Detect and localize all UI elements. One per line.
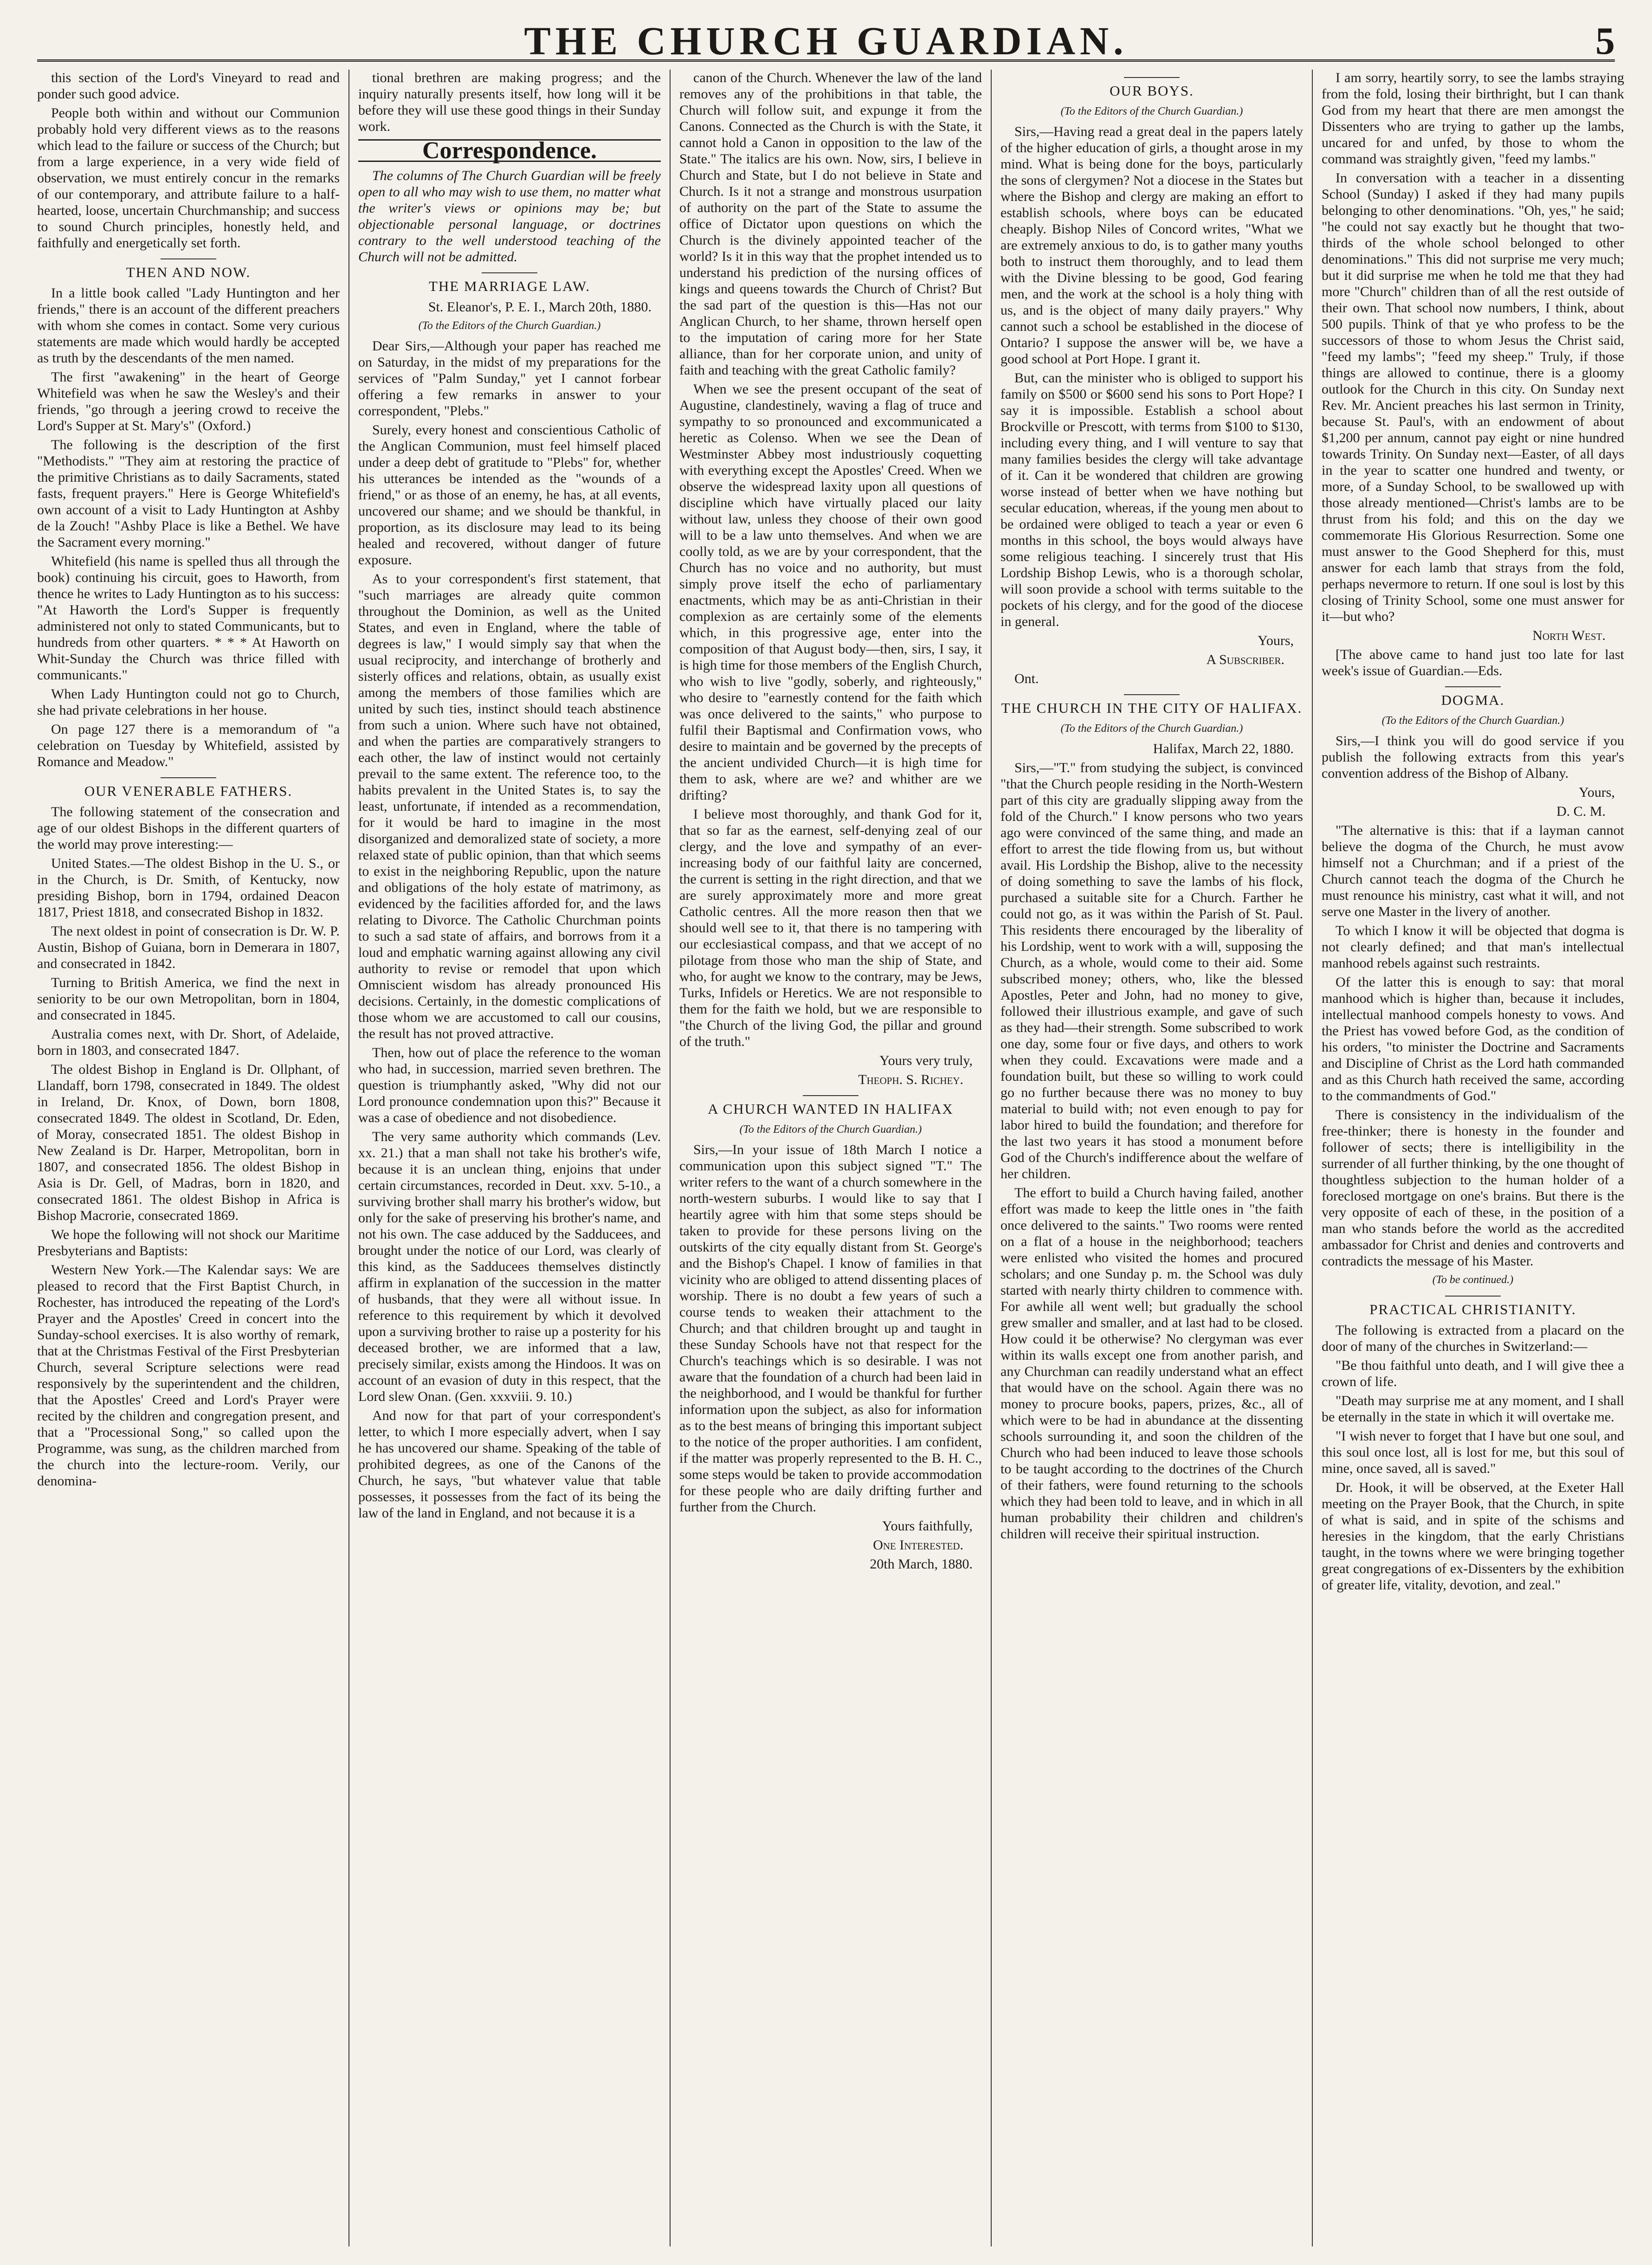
paragraph: Sirs,—"T." from studying the subject, is convinced "that the Church people residing in the North-Western part of this city are gradually slipping away from the fold of the Church." I know persons who two years ago were convinced of the same thing, and made an effort to arrest the tide flowing from us, but without avail. His Lordship the Bishop, alive to the necessity of doing something to save the lambs of his flock, purchased a suitable site for a Church. Farther he could not go, as it was within the Parish of St. Paul. This residents there encouraged by the liberality of his Lordship, went to work with a will, supposing the Church, as a whole, would come to their aid. Some subscribed money; others, who, like the blessed Apostles, Peter and John, had no money to give, followed their illustrious example, and gave of such as they had—their strength. Some subscribed to work one day, some four or five days, and others to work when they could. Excavations were made and a foundation built, but these so willing to work could go no further because there was no money to buy material to build with; not even enough to pay for labor hired to build the foundation; and therefore for the last two years it has stood a monument before God of the Church's indifference about the welfare of her children. (1000, 760, 1303, 1181)
signature: One Interested. (873, 1537, 963, 1553)
article-heading-dogma: DOGMA. (1322, 686, 1624, 708)
column-3 (679, 70, 982, 2246)
letter-date: 20th March, 1880. (870, 1556, 973, 1572)
article-heading-marriage-law: THE MARRIAGE LAW. (358, 272, 661, 294)
paragraph: And now for that part of your correspondent's letter, to which I more especially advert, when I say he has uncovered our shame. Speaking of the table of prohibited degrees, as one of the Canons of the Church, he says, "but whatever value that table possesses, it possesses from the fact of its being the law of the land in England, and not because it is a (358, 1408, 661, 1521)
paragraph: "Be thou faithful unto death, and I will give thee a crown of life. (1322, 1358, 1624, 1389)
paragraph: Of the latter this is enough to say: that moral manhood which is higher than, because it includes, intellectual manhood compels honesty to vows. And the Priest has vowed before God, as the condition of his orders, "to minister the Doctrine and Sacraments and Discipline of Christ as the Lord hath commanded and as this Church hath received the same, according to the commandments of God." (1322, 974, 1624, 1103)
section-heading-correspondence: Correspondence. (358, 139, 661, 162)
place-line: Ont. (1014, 671, 1039, 686)
paragraph: In a little book called "Lady Huntington and her friends," there is an account of the different preachers with whom she comes in contact. Some very curious statements are made which would hardly be accepted as truth by the descendants of the men named. (37, 285, 340, 366)
signature: A Subscriber. (1206, 652, 1284, 667)
column-rule (670, 70, 671, 2246)
article-heading-then-and-now: THEN AND NOW. (37, 258, 340, 280)
paragraph: I am sorry, heartily sorry, to see the lambs straying from the fold, losing their birthright, but I can thank God from my heart that there are men amongst the Dissenters who are trying to gather up the lambs, uncared for and unfed, by those to whom the command was straightly given, "feed my lambs." (1322, 70, 1624, 167)
paragraph: Whitefield (his name is spelled thus all through the book) continuing his circuit, goes to Haworth, from thence he writes to Lady Huntington as to his success: "At Haworth the Lord's Supper is frequently administered not only to stated Communicants, but to hundreds from other quarters. * * * At Haworth on Whit-Sunday the Church was thrice filled with communicants." (37, 554, 340, 683)
paragraph: On page 127 there is a memorandum of "a celebration on Tuesday by Whitefield, assisted by Romance and Meadow." (37, 722, 340, 769)
addressee-line: (To the Editors of the Church Guardian.) (418, 320, 601, 332)
article-heading-church-in-halifax: THE CHURCH IN THE CITY OF HALIFAX. (1000, 694, 1303, 716)
paragraph: Surely, every honest and conscientious Catholic of the Anglican Communion, must feel himself placed under a deep debt of gratitude to "Plebs" for, whether his utterances be intended as the "wounds of a friend," or as those of an enemy, he has, at all events, uncovered our shame; and we should be thankful, in proportion, as its disclosure may lead to its being healed and recovered, without danger of future exposure. (358, 422, 661, 568)
paragraph: I believe most thoroughly, and thank God for it, that so far as the earnest, self-denying zeal of our clergy, and the love and sympathy of an ever-increasing body of our faithful laity are concerned, the current is setting in the right direction, and that we are surely approximately more and more great Catholic centres. All the more reason then that we should well see to it, that there is no tampering with our ecclesiastical compass, and that we accept of no pilotage from those who man the ship of State, and who, for aught we know to the contrary, may be Jews, Turks, Infidels or Heretics. We are not responsible to them for the faith we hold, but we are responsible to "the Church of the living God, the pillar and ground of the truth." (679, 807, 982, 1049)
paragraph: "Death may surprise me at any moment, and I shall be eternally in the state in which it will overtake me. (1322, 1393, 1624, 1425)
paragraph: But, can the minister who is obliged to support his family on $500 or $600 send his sons to Port Hope? I say it is impossible. Establish a school about Brockville or Prescott, with terms from $100 to $130, including every thing, and I will venture to say that many families besides the clergy will take advantage of it. Can it be wondered that children are growing worse instead of better when we have nothing but secular education, whereas, if the young men about to be ordained were obliged to teach a year or even 6 months in this school, the boys would always have some religious teaching. I sincerely trust that His Lordship Bishop Lewis, who is a thorough scholar, will soon provide a school with terms suitable to the pockets of his clergy, and for the good of the diocese in general. (1000, 370, 1303, 629)
paragraph: Then, how out of place the reference to the woman who had, in succession, married seven brethren. The question is triumphantly asked, "Why did not our Lord pronounce condemnation upon this?" Because it was a case of obedience and not disobedience. (358, 1045, 661, 1125)
paragraph: To which I know it will be objected that dogma is not clearly defined; and that man's intellectual manhood rebels against such restraints. (1322, 923, 1624, 971)
article-heading-practical-christianity: PRACTICAL CHRISTIANITY. (1322, 1296, 1624, 1317)
column-rule (1312, 70, 1313, 2246)
paragraph: Australia comes next, with Dr. Short, of Adelaide, born in 1803, and consecrated 1847. (37, 1026, 340, 1058)
continued-note: (To be continued.) (1432, 1274, 1514, 1286)
paragraph: When we see the present occupant of the seat of Augustine, clandestinely, waving a flag of truce and sympathy to so pronounced and excommunicated a heretic as Colenso. When we see the Dean of Westminster Abbey most industriously coquetting with everything except the Apostles' Creed. When we observe the widespread laxity upon all questions of discipline which have virtually placed our laity without law, unless they choose of their own good will to be a law unto themselves. And when we are coolly told, as we are by your correspondent, that the Church has no voice and no authority, but must simply prove itself the echo of parliamentary enactments, which may be as anti-Christian in their complexion as are certainly some of the elements which, in this progressive age, enter into the composition of that August body—then, sirs, I say, it is high time for those members of the English Church, who wish to live "godly, soberly, and righteously," who desire to "earnestly contend for the faith which was once delivered to the saints," who purpose to fulfil their Baptismal and Confirmation vows, who desire to maintain and be governed by the precepts of the ancient undivided Church—it is high time for them to ask, where are we? and whither are we drifting? (679, 381, 982, 803)
addressee-line: (To the Editors of the Church Guardian.) (739, 1123, 922, 1136)
paragraph: The following statement of the consecration and age of our oldest Bishops in the different quarters of the world may prove interesting:— (37, 804, 340, 852)
paragraph: canon of the Church. Whenever the law of the land removes any of the prohibitions in that table, the Church will follow suit, and expunge it from the Canons. Connected as the Church is with the State, it cannot hold a Canon in opposition to the law of the State." The italics are his own. Now, sirs, I believe in Church and State, but I do not believe in State and Church. Is it not a strange and monstrous usurpation of authority on the part of the State to assume the office of Dictator upon questions on which the Church is the divinely appointed teacher of the world? Is it in this way that the prophet intended us to understand his prediction of the nursing offices of kings and queens towards the Church of Christ? But the sad part of the question is this—Has not our Anglican Church, to her shame, thrown herself open to the imputation of caring more for her State alliance, than for her corporate union, and unity of faith and teaching with the great Catholic family? (679, 70, 982, 378)
article-heading-our-boys: OUR BOYS. (1000, 77, 1303, 99)
column-2 (358, 70, 661, 2246)
paragraph: Dr. Hook, it will be observed, at the Exeter Hall meeting on the Prayer Book, that the Church, in spite of what is said, and in spite of the schisms and heresies in the kingdom, that the early Christians taught, in the towns where we were bringing together great congregations of ex-Dissenters by the exhibition of greater life, vitality, devotion, and zeal." (1322, 1480, 1624, 1593)
paragraph: The following is extracted from a placard on the door of many of the churches in Switzerland:— (1322, 1323, 1624, 1354)
editorial-notice (358, 168, 661, 265)
closing: Yours, (1258, 633, 1294, 648)
paragraph: Sirs,—I think you will do good service if you publish the following extracts from this year's convention address of the Bishop of Albany. (1322, 733, 1624, 781)
paragraph: "I wish never to forget that I have but one soul, and this soul once lost, all is lost for me, but this soul of mine, once saved, all is saved." (1322, 1428, 1624, 1476)
dateline: St. Eleanor's, P. E. I., March 20th, 1880. (428, 299, 652, 315)
paragraph: When Lady Huntington could not go to Church, she had private celebrations in her house. (37, 686, 340, 718)
paragraph: Turning to British America, we find the next in seniority to be our own Metropolitan, born in 1804, and consecrated in 1845. (37, 975, 340, 1023)
closing: Yours, (1579, 785, 1615, 800)
paragraph: Sirs,—Having read a great deal in the papers lately of the higher education of girls, a thought arose in my mind. What is being done for the boys, particularly the sons of clergymen? Not a diocese in the States but where the Bishop and clergy are making an effort to establish schools, where boys can be educated cheaply. Bishop Niles of Concord writes, "What we are extremely anxious to do, is to gather many youths both to instruct them thoroughly, and to lead them with the Divine blessing to be good, God fearing men, and the work at the school is a holy thing with us, and is the object of many daily prayers." Why cannot such a school be established in the diocese of Ontario? I suppose the answer will be, we have a good school at Port Hope. I grant it. (1000, 124, 1303, 367)
signature: North West. (1532, 628, 1606, 643)
paragraph: As to your correspondent's first statement, that "such marriages are already quite common throughout the Dominion, as well as the United States, and even in England, where the table of degrees is law," I would simply say that when the usual reciprocity, and interchange of brotherly and sisterly offices and relations, obtain, as usually exist among the members of those families which are united by such ties, instinct should teach abstinence from such a union. Where such have not obtained, and when the parties are comparatively strangers to each other, the law of instinct would not certainly prevail to the same extent. The reference too, to the habits prevalent in the United States is, to say the least, unfortunate, if intended as a recommendation, for it would be hard to imagine in the most disorganized and demoralized state of society, a more relaxed state of public opinion, than that which seems to exist in the neighboring Republic, upon the nature and obligations of the holy estate of matrimony, as evidenced by the facilities afforded for, and the laws relating to Divorce. The Catholic Churchman points to such a sad state of affairs, and borrows from it a loud and emphatic warning against allowing any civil authority to revise or remodel that upon which Omniscient wisdom has already pronounced His decisions. Certainly, in the domestic complications of those whom we are accustomed to call our cousins, the result has not proved attractive. (358, 571, 661, 1041)
paragraph: United States.—The oldest Bishop in the U. S., or in the Church, is Dr. Smith, of Kentucky, now presiding Bishop, born in 1794, ordained Deacon 1817, Priest 1818, and consecrated Bishop in 1832. (37, 856, 340, 920)
editor-note: [The above came to hand just too late for last week's issue of Guardian.—Eds. (1322, 647, 1624, 678)
signature: D. C. M. (1556, 804, 1606, 819)
dateline: Halifax, March 22, 1880. (1153, 741, 1294, 756)
addressee-line: (To the Editors of the Church Guardian.) (1060, 723, 1243, 735)
article-heading-church-wanted-halifax: A CHURCH WANTED IN HALIFAX (679, 1095, 982, 1117)
paragraph: "The alternative is this: that if a layman cannot believe the dogma of the Church, he must avow himself not a Churchman; and if a priest of the Church cannot teach the dogma of the Church he must renounce his ministry, cast what it will, and not serve one Master in the livery of another. (1322, 823, 1624, 919)
column-rule (348, 70, 349, 2246)
paragraph: The very same authority which commands (Lev. xx. 21.) that a man shall not take his brother's wife, because it is an unclean thing, enjoins that under certain circumstances, recorded in Deut. xxv. 5-10., a surviving brother shall marry his brother's widow, but only for the sake of preserving his brother's name, and not his own. The case adduced by the Sadducees, and brought under the notice of our Lord, was clearly of this kind, as the Sadducees themselves distinctly affirm in explanation of the succession in the matter of husbands, that they were all without issue. In reference to this requirement by which it devolved upon a surviving brother to raise up a posterity for his deceased brother, we are informed that a law, precisely similar, exists among the Hindoos. It was on account of an evasion of duty in this respect, that the Lord slew Onan. (Gen. xxxviii. 9. 10.) (358, 1129, 661, 1404)
column-1 (37, 70, 340, 2246)
paragraph: The next oldest in point of consecration is Dr. W. P. Austin, Bishop of Guiana, born in Demerara in 1807, and consecrated in 1842. (37, 923, 340, 971)
masthead (37, 13, 1615, 62)
paragraph: People both within and without our Communion probably hold very different views as to the reasons which lead to the failure or success of the Church; but from a large experience, in a very wide field of observation, we must entirely concur in the remarks of our contemporary, and attribute failure to a half-hearted, loose, uncertain Churchmanship; and success to sound Church principles, honestly held, and faithfully and energetically set forth. (37, 105, 340, 251)
signature: Theoph. S. Richey. (858, 1072, 963, 1087)
paragraph: tional brethren are making progress; and the inquiry naturally presents itself, how long will it be before they will use these good things in their Sunday work. (358, 70, 661, 134)
paragraph: Dear Sirs,—Although your paper has reached me on Saturday, in the midst of my preparations for the services of "Palm Sunday," yet I cannot forbear offering a few remarks in answer to your correspondent, "Plebs." (358, 338, 661, 419)
paragraph: We hope the following will not shock our Maritime Presbyterians and Baptists: (37, 1227, 340, 1258)
paragraph: The effort to build a Church having failed, another effort was made to keep the little ones in "the faith once delivered to the saints." Two rooms were rented on a flat of a house in the neighborhood; teachers were enlisted who visited the homes and procured scholars; and one Sunday p. m. the School was duly started with nearly thirty children to commence with. For awhile all went well; but gradually the school grew smaller and smaller, and at last had to be closed. How could it be otherwise? No clergyman was ever within its walls except one from another parish, and any Churchman can readily understand what an effect that would have on the school. Again there was no money to procure books, papers, prizes, &c., all of which were to be had in abundance at the dissenting schools surrounding it, and soon the children of the Church who had been induced to leave those schools to be taught according to the doctrines of the Church of their fathers, were found returning to the schools which they had been told to leave, and in which in all human probability their children and children's children will receive their spiritual instruction. (1000, 1185, 1303, 1542)
column-5 (1322, 70, 1624, 2246)
page-number: 5 (1595, 19, 1615, 63)
article-heading-venerable-fathers: OUR VENERABLE FATHERS. (37, 777, 340, 799)
paragraph: In conversation with a teacher in a dissenting School (Sunday) I asked if they had many pupils belonging to other denominations. "Oh, yes," he said; "he could not say exactly but he thought that two-thirds of the whole school belonged to other denominations." This did not surprise me very much; but it did surprise me when he told me that they had more "Church" children than of all the rest outside of their own. That school now numbers, I think, about 500 pupils. Think of that ye who profess to be the successors of those to whom Jesus the Christ said, "feed my lambs"; "feed my sheep." Truly, if those things are allowed to continue, there is a gloomy outlook for the Church in this city. On Sunday next Rev. Mr. Ancient preaches his last sermon in Trinity, because St. Paul's, with an endowment of about $1,200 per annum, cannot pay eight or nine hundred towards Trinity. On Sunday next—Easter, of all days in the year to scatter one hundred and twenty, or more, of a Sunday School, to be swallowed up with those already mentioned—Christ's lambs are to be thrust from his fold; and this on the day we commemorate His Glorious Resurrection. Some one must answer to the Good Shepherd for this, must answer for each lamb that strays from the fold, perhaps nevermore to return. If one soul is lost by this closing of Trinity School, some one must answer for it—but who? (1322, 170, 1624, 624)
paragraph: Sirs,—In your issue of 18th March I notice a communication upon this subject signed "T." The writer refers to the want of a church somewhere in the north-western suburbs. I would like to say that I heartily agree with him that some steps should be taken to provide for these persons living on the outskirts of the city equally distant from St. George's and the Bishop's Chapel. I know of families in that vicinity who are obliged to attend dissenting places of worship. There is no doubt a few years of such a course tends to weaken their attachment to the Church; and that children brought up and taught in these Sunday Schools have not that respect for the Church's teachings which is so desirable. I was not aware that the foundation of a church had been laid in the neighborhood, and I would be thankful for further information upon the subject, as also for information as to the best means of bringing this important subject to the notice of the proper authorities. I am confident, if the matter was properly represented to the B. H. C., some steps would be taken to provide accommodation for these people who are daily drifting further and further from the Church. (679, 1142, 982, 1515)
column-4 (1000, 70, 1303, 2246)
column-rule (991, 70, 992, 2246)
paragraph: The following is the description of the first "Methodists." "They aim at restoring the practice of the primitive Christians as to daily Sacraments, stated fasts, frequent prayers." Here is George Whitefield's own account of a visit to Lady Huntington at Ashby de la Zouch! "Ashby Place is like a Bethel. We have the Sacrament every morning." (37, 437, 340, 550)
paragraph: There is consistency in the individualism of the free-thinker; there is honesty in the founder and follower of sects; there is intelligibility in the surrender of all further thinking, by the one thought of thoughtless subjection to the human holder of a foreclosed mortgage on one's brains. But there is the very opposite of each of these, in the position of a man who stands before the world as the accredited ambassador for Christ and denies and controverts and contradicts the message of his Master. (1322, 1107, 1624, 1269)
paragraph: this section of the Lord's Vineyard to read and ponder such good advice. (37, 70, 340, 102)
addressee-line: (To the Editors of the Church Guardian.) (1381, 715, 1564, 727)
closing: Yours very truly, (879, 1053, 973, 1068)
addressee-line: (To the Editors of the Church Guardian.) (1060, 105, 1243, 117)
paragraph: The first "awakening" in the heart of George Whitefield was when he saw the Wesley's and their friends, "go through a jeering crowd to receive the Lord's Supper at St. Mary's" (Oxford.) (37, 369, 340, 433)
paragraph: The columns of The Church Guardian will be freely open to all who may wish to use them, no matter what the writer's views or opinions may be; but objectionable personal language, or doctrines contrary to the well understood teaching of the Church will not be admitted. (358, 168, 661, 265)
closing: Yours faithfully, (882, 1518, 973, 1534)
paragraph: Western New York.—The Kalendar says: We are pleased to record that the First Baptist Church, in Rochester, has introduced the repeating of the Lord's Prayer and the Apostles' Creed in concert into the Sunday-school exercises. It is also worthy of remark, that at the Christmas Festival of the First Presbyterian Church, several Scripture selections were read responsively by the superintendent and the children, that the Apostles' Creed and Lord's Prayer were recited by the children and congregation present, and that a "Processional Song," so called upon the Programme, was sung, as the children marched from the church into the lecture-room. Verily, our denomina- (37, 1262, 340, 1489)
paragraph: The oldest Bishop in England is Dr. Ollphant, of Llandaff, born 1798, consecrated in 1849. The oldest in Ireland, Dr. Knox, of Down, born 1808, consecrated 1849. The oldest in Scotland, Dr. Eden, of Moray, consecrated 1851. The oldest Bishop in New Zealand is Dr. Harper, Metropolitan, born in 1807, and consecrated 1856. The oldest Bishop in Asia is Dr. Gell, of Madras, born in 1820, and consecrated 1861. The oldest Bishop in Africa is Bishop Macrorie, consecrated 1869. (37, 1062, 340, 1223)
newspaper-title: THE CHURCH GUARDIAN. (524, 19, 1128, 63)
